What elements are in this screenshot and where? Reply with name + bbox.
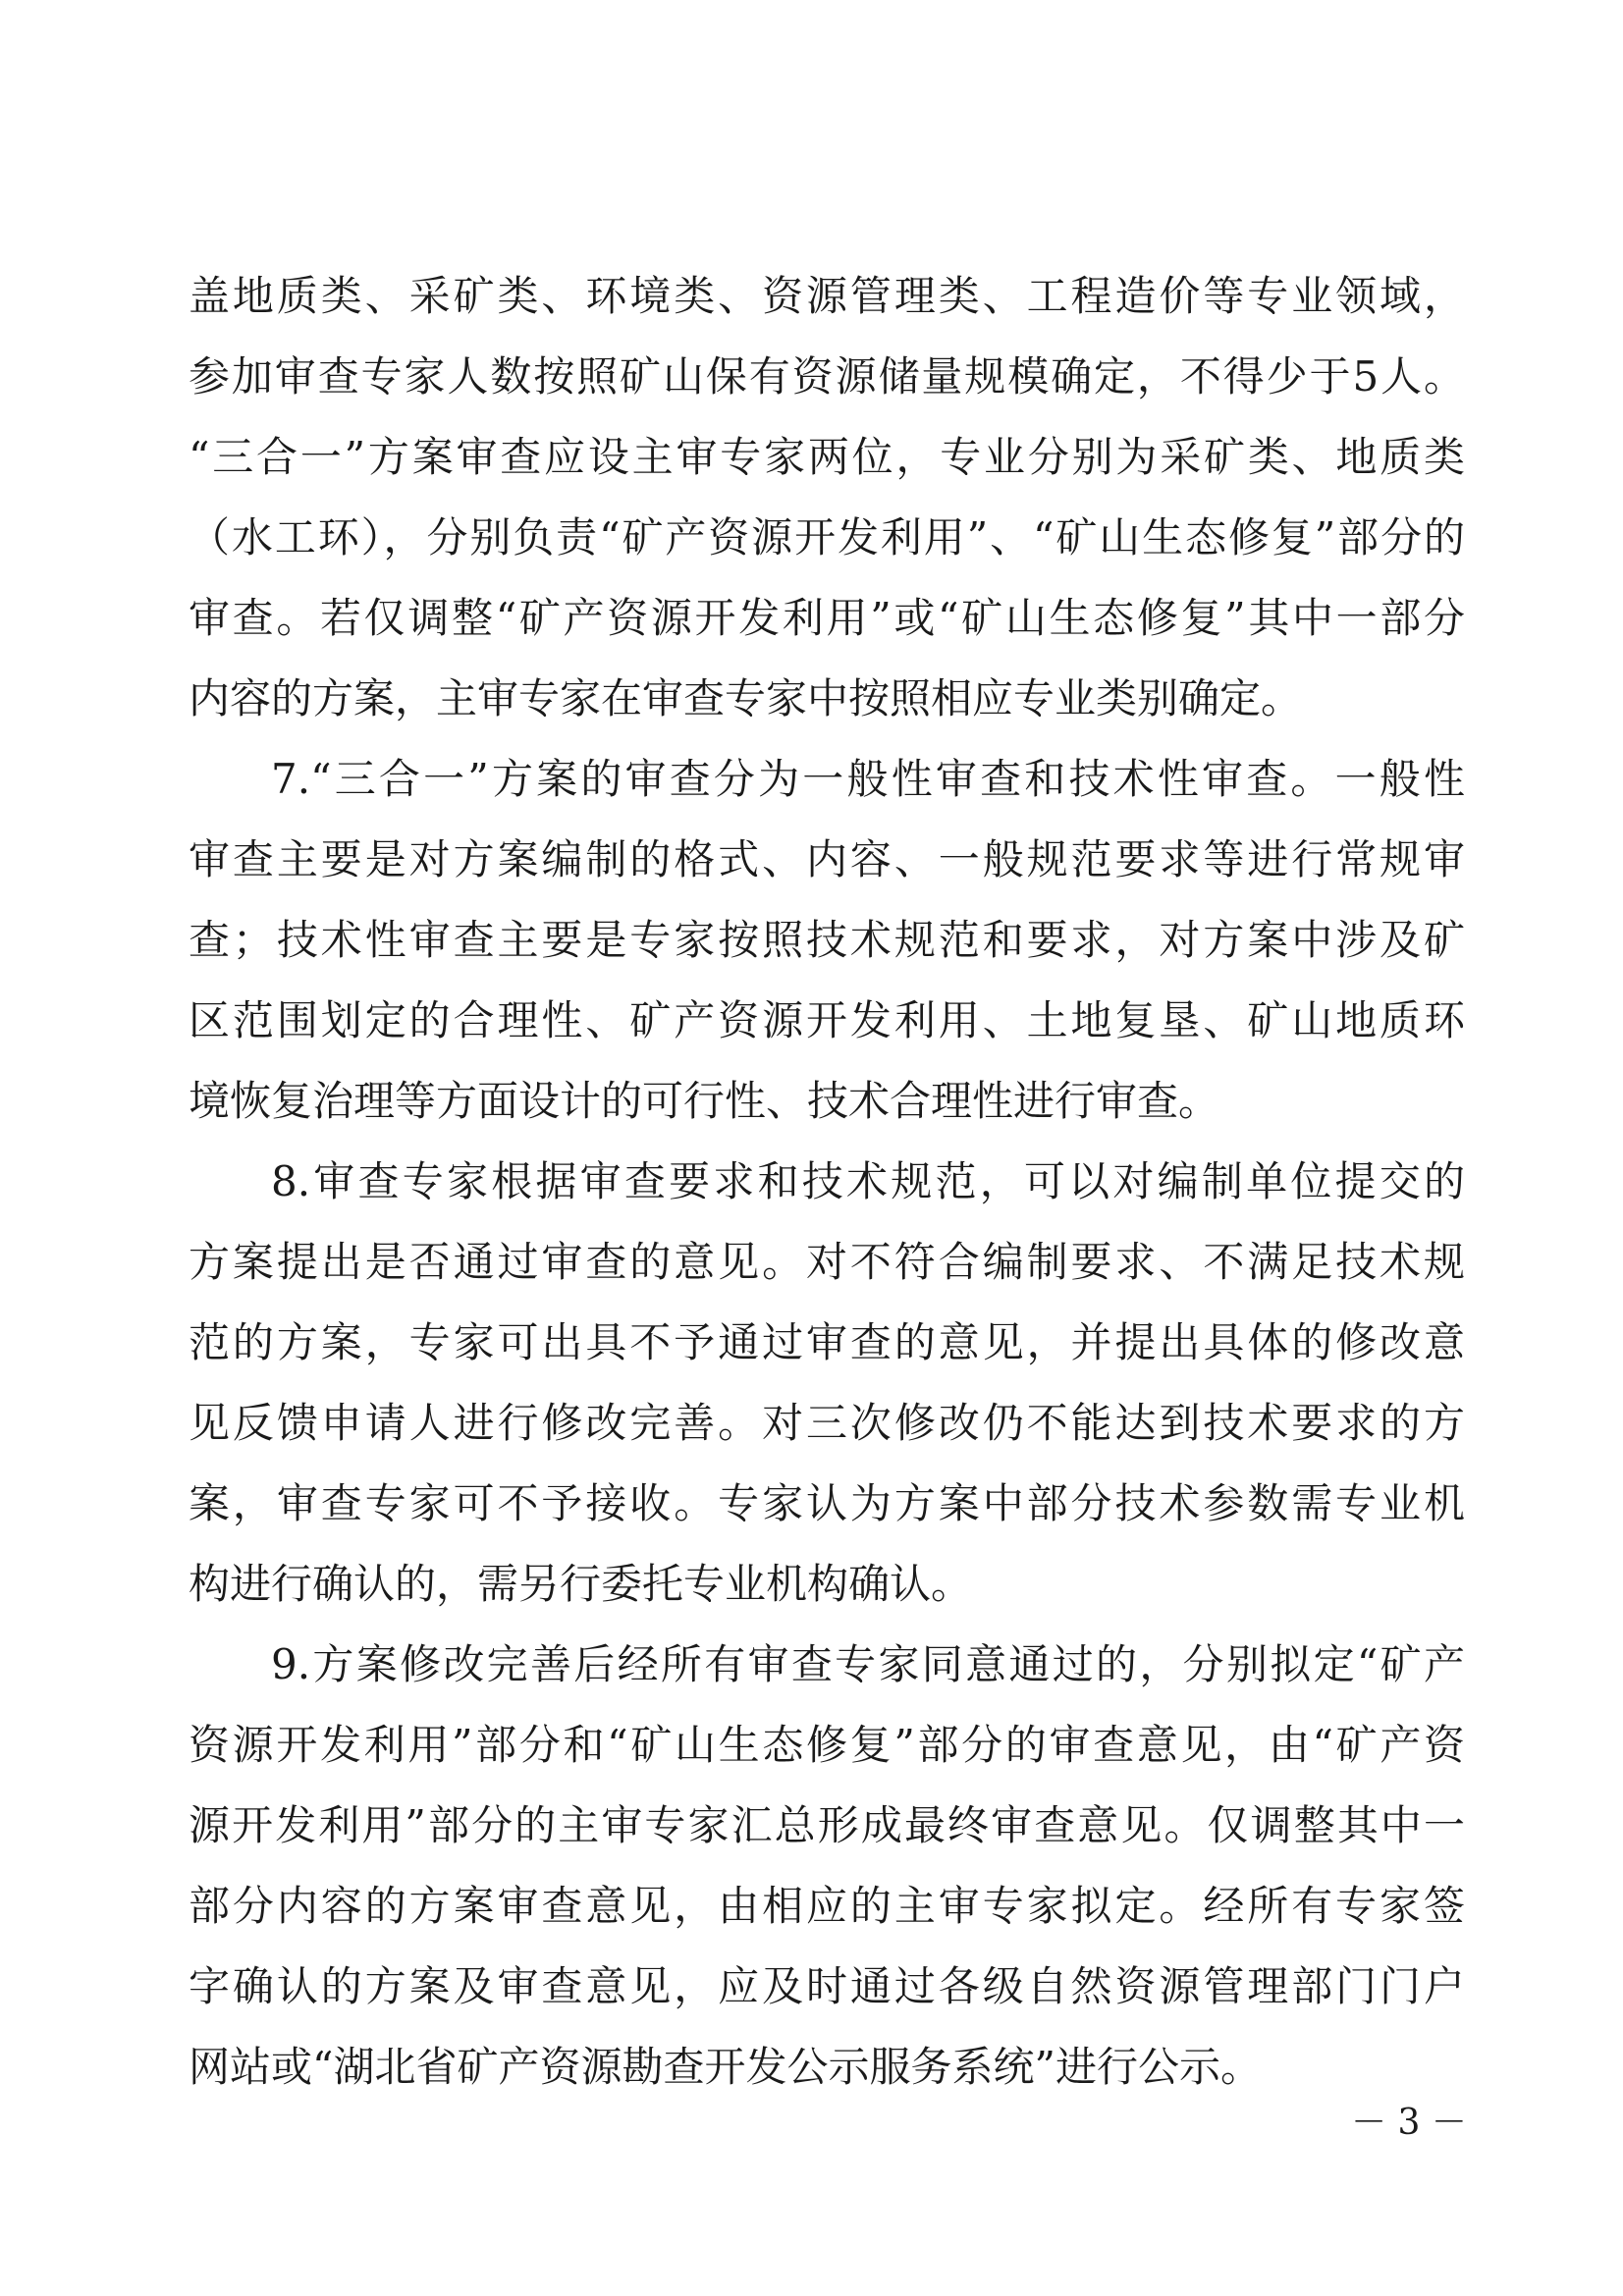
text-line: 构进行确认的，需另行委托专业机构确认。 <box>189 1560 973 1608</box>
text-line: 审查。若仅调整“矿产资源开发利用”或“矿山生态修复”其中一部分 <box>189 594 1465 642</box>
text-line: 内容的方案，主审专家在审查专家中按照相应专业类别确定。 <box>189 674 1303 722</box>
text-line: 资源开发利用”部分和“矿山生态修复”部分的审查意见，由“矿产资 <box>189 1721 1465 1769</box>
text-line: 区范围划定的合理性、矿产资源开发利用、土地复垦、矿山地质环 <box>189 996 1465 1044</box>
page-number: － 3 － <box>1351 2103 1467 2143</box>
text-line: 案，审查专家可不予接收。专家认为方案中部分技术参数需专业机 <box>189 1479 1465 1527</box>
text-line: 网站或“湖北省矿产资源勘查开发公示服务系统”进行公示。 <box>189 2043 1262 2091</box>
text-line: 7.“三合一”方案的审查分为一般性审查和技术性审查。一般性 <box>271 755 1465 803</box>
text-line: 字确认的方案及审查意见，应及时通过各级自然资源管理部门门户 <box>189 1962 1465 2010</box>
text-line: 9.方案修改完善后经所有审查专家同意通过的，分别拟定“矿产 <box>271 1640 1465 1688</box>
text-line: 参加审查专家人数按照矿山保有资源储量规模确定，不得少于5人。 <box>189 352 1465 400</box>
text-line: 方案提出是否通过审查的意见。对不符合编制要求、不满足技术规 <box>189 1238 1465 1286</box>
text-line: 源开发利用”部分的主审专家汇总形成最终审查意见。仅调整其中一 <box>189 1801 1465 1849</box>
text-line: 见反馈申请人进行修改完善。对三次修改仍不能达到技术要求的方 <box>189 1399 1465 1447</box>
text-line: 查；技术性审查主要是专家按照技术规范和要求，对方案中涉及矿 <box>189 916 1465 964</box>
text-line: 范的方案，专家可出具不予通过审查的意见，并提出具体的修改意 <box>189 1318 1465 1366</box>
text-line: 盖地质类、采矿类、环境类、资源管理类、工程造价等专业领域， <box>189 272 1465 320</box>
text-line: 境恢复治理等方面设计的可行性、技术合理性进行审查。 <box>189 1077 1220 1125</box>
text-line: “三合一”方案审查应设主审专家两位，专业分别为采矿类、地质类 <box>189 433 1465 481</box>
text-line: 部分内容的方案审查意见，由相应的主审专家拟定。经所有专家签 <box>189 1882 1465 1930</box>
text-line: （水工环），分别负责“矿产资源开发利用”、“矿山生态修复”部分的 <box>189 513 1465 561</box>
text-line: 审查主要是对方案编制的格式、内容、一般规范要求等进行常规审 <box>189 835 1465 883</box>
text-line: 8.审查专家根据审查要求和技术规范，可以对编制单位提交的 <box>271 1157 1465 1205</box>
